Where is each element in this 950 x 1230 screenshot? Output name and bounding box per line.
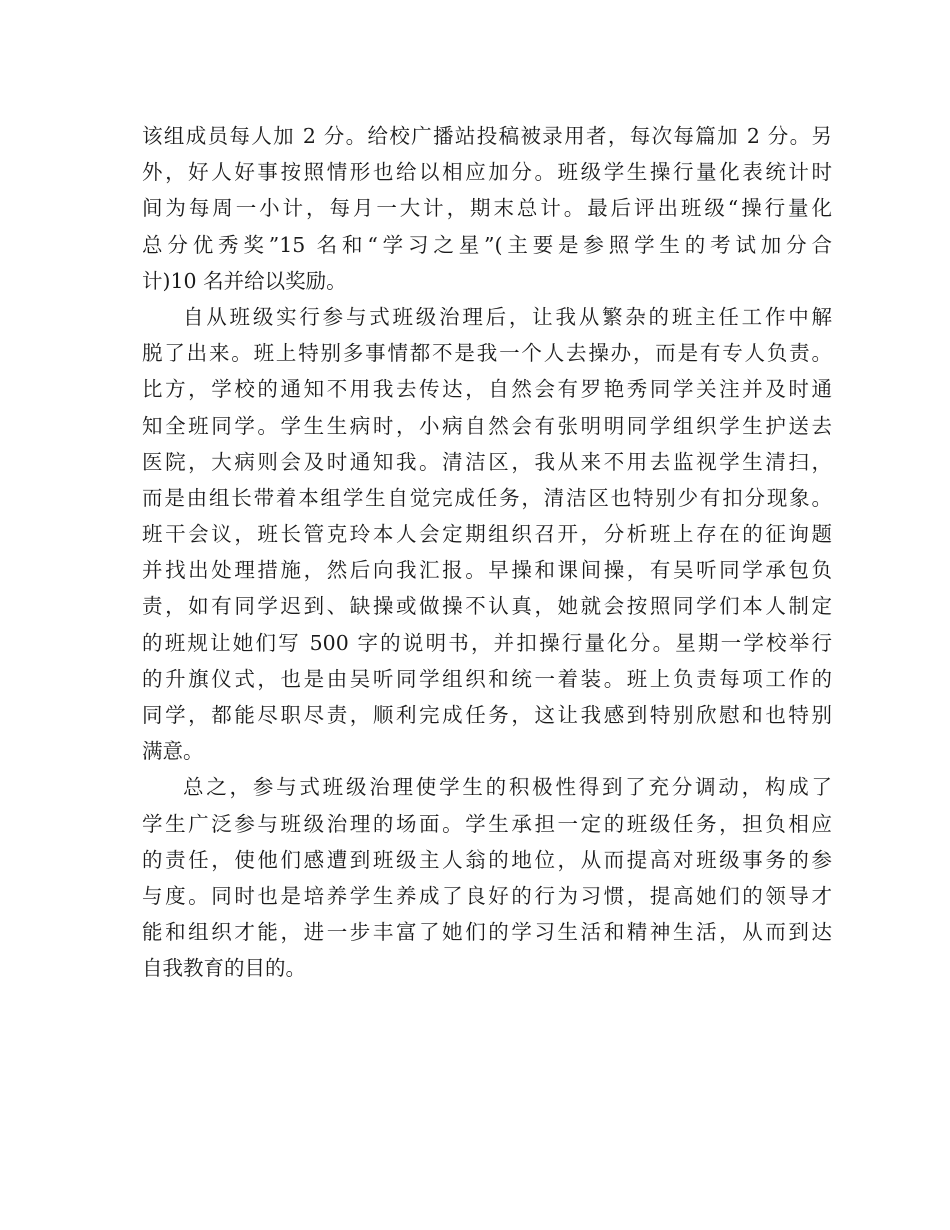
paragraph-2-line-7: 班干会议，班长管克玲本人会定期组织召开，分析班上存在的征询题 <box>142 522 832 547</box>
document-body <box>142 118 832 987</box>
paragraph-1-line-3: 间为每周一小计，每月一大计，期末总计。最后评出班级“操行量化 <box>142 196 832 221</box>
paragraph-2-line-12: 同学，都能尽职尽责，顺利完成任务，这让我感到特别欣慰和也特别 <box>142 703 832 727</box>
paragraph-3-line-6: 自我教育的目的。 <box>142 956 306 981</box>
paragraph-3-line-3: 的责任，使他们感遭到班级主人翁的地位，从而提高对班级事务的参 <box>142 847 832 872</box>
paragraph-3-line-1: 总之，参与式班级治理使学生的积极性得到了充分调动，构成了 <box>183 775 832 800</box>
paragraph-2-line-8: 并找出处理措施，然后向我汇报。早操和课间操，有吴听同学承包负 <box>142 558 832 583</box>
paragraph-1-line-1: 该组成员每人加 2 分。给校广播站投稿被录用者，每次每篇加 2 分。另 <box>142 124 832 148</box>
paragraph-2-line-13: 满意。 <box>142 739 204 764</box>
paragraph-2-line-9: 责，如有同学迟到、缺操或做操不认真，她就会按照同学们本人制定 <box>142 594 832 619</box>
paragraph-2-line-10: 的班规让她们写 500 字的说明书，并扣操行量化分。星期一学校举行 <box>142 630 832 655</box>
paragraph-1-line-5: 计)10 名并给以奖励。 <box>142 268 347 293</box>
paragraph-3-line-4: 与度。同时也是培养学生养成了良好的行为习惯，提高她们的领导才 <box>142 883 832 908</box>
paragraph-1-line-4: 总分优秀奖”15 名和“学习之星”(主要是参照学生的考试加分合 <box>142 232 832 257</box>
paragraph-2-line-11: 的升旗仪式，也是由吴听同学组织和统一着装。班上负责每项工作的 <box>142 666 832 691</box>
paragraph-2-line-1: 自从班级实行参与式班级治理后，让我从繁杂的班主任工作中解 <box>183 304 832 329</box>
paragraph-2-line-3: 比方，学校的通知不用我去传达，自然会有罗艳秀同学关注并及时通 <box>142 377 832 402</box>
paragraph-3-line-5: 能和组织才能，进一步丰富了她们的学习生活和精神生活，从而到达 <box>142 920 832 945</box>
paragraph-2-line-2: 脱了出来。班上特别多事情都不是我一个人去操办，而是有专人负责。 <box>142 341 832 366</box>
paragraph-2-line-4: 知全班同学。学生生病时，小病自然会有张明明同学组织学生护送去 <box>142 413 832 438</box>
paragraph-2-line-5: 医院，大病则会及时通知我。清洁区，我从来不用去监视学生清扫， <box>142 449 832 474</box>
paragraph-3-line-2: 学生广泛参与班级治理的场面。学生承担一定的班级任务，担负相应 <box>142 811 832 836</box>
paragraph-2-line-6: 而是由组长带着本组学生自觉完成任务，清洁区也特别少有扣分现象。 <box>142 485 832 510</box>
paragraph-1-line-2: 外，好人好事按照情形也给以相应加分。班级学生操行量化表统计时 <box>142 160 832 185</box>
